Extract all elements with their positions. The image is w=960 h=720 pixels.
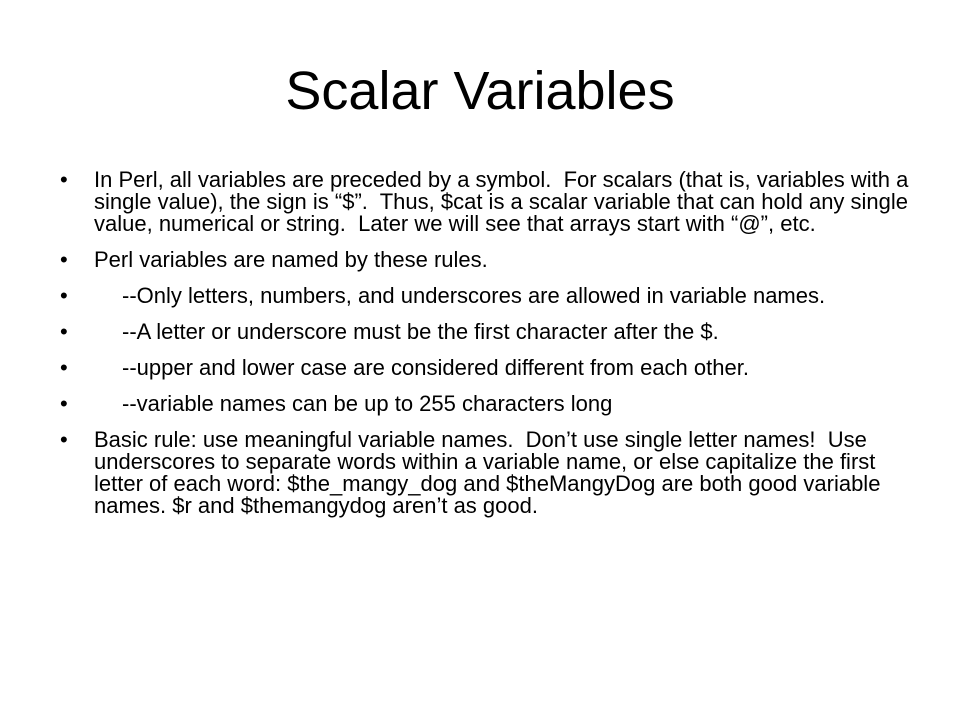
bullet-text: --A letter or underscore must be the first character after the $. <box>122 319 719 344</box>
bullet-item <box>60 167 915 236</box>
bullet-icon: • <box>60 391 68 416</box>
bullet-icon: • <box>60 283 68 308</box>
bullet-item <box>60 393 910 415</box>
bullet-text: Basic rule: use meaningful variable names. Don’t use single letter names! Use underscores to separate words within a variable name, or else capitalize the first letter of each word: $the_mangy_dog and $theMangyDog are both good variable names. $r and $themangydog aren’t as good. <box>94 427 887 518</box>
bullet-icon: • <box>60 167 68 192</box>
bullet-icon: • <box>60 319 68 344</box>
bullet-item <box>60 357 910 379</box>
bullet-text: --Only letters, numbers, and underscores are allowed in variable names. <box>122 283 826 308</box>
bullet-text: Perl variables are named by these rules. <box>94 247 488 272</box>
bullet-text: In Perl, all variables are preceded by a symbol. For scalars (that is, variables with a single value), the sign is “$”. Thus, $cat is a scalar variable that can hold any single value, numerical or string. Later we will see that arrays start with “@”, etc. <box>94 167 915 236</box>
bullet-icon: • <box>60 427 68 452</box>
slide-title: Scalar Variables <box>285 61 675 121</box>
bullet-list <box>60 167 915 531</box>
bullet-icon: • <box>60 355 68 380</box>
bullet-text: --upper and lower case are considered different from each other. <box>122 355 749 380</box>
bullet-item <box>60 321 910 343</box>
bullet-item <box>60 429 910 517</box>
bullet-text: --variable names can be up to 255 characters long <box>122 391 613 416</box>
bullet-item <box>60 249 910 271</box>
bullet-item <box>60 285 910 307</box>
bullet-icon: • <box>60 247 68 272</box>
